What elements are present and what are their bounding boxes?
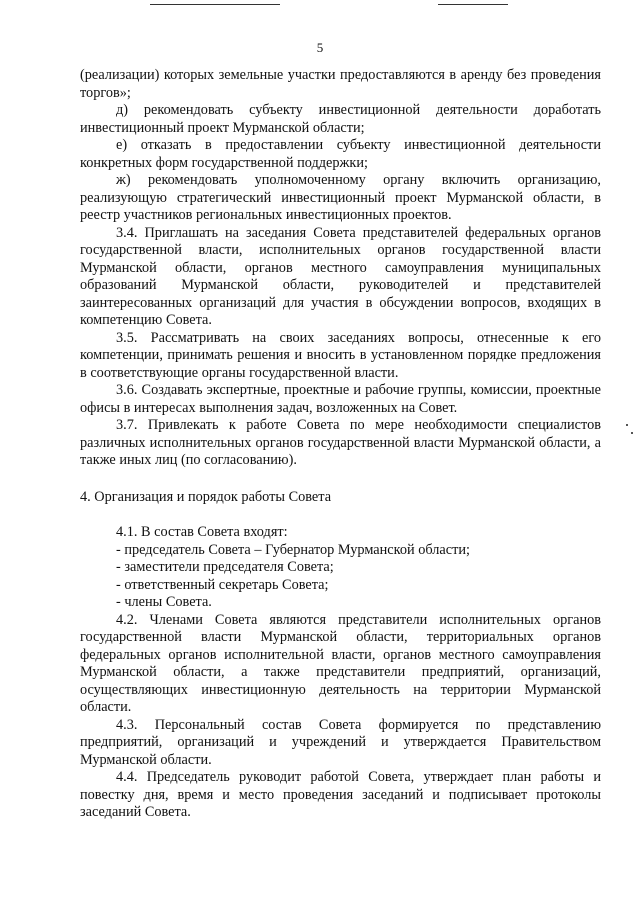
top-edge-line — [438, 4, 508, 5]
list-item: - заместители председателя Совета; — [116, 559, 334, 575]
paragraph-4-2: 4.2. Членами Совета являются представители исполнительных органов государственной власти Мурманской области, территориальных органов федеральных органов исполнительной власти, органов местного самоуправления Мурманской области, а также представители предприятий, организаций, осуществляющих инвестиционную деятельность на территории Мурманской области. — [80, 611, 601, 715]
top-edge-line — [150, 4, 280, 5]
paragraph-3-6: 3.6. Создавать экспертные, проектные и рабочие группы, комиссии, проектные офисы в интересах выполнения задач, возложенных на Совет. — [80, 382, 601, 416]
paragraph-item-e: е) отказать в предоставлении субъекту инвестиционной деятельности конкретных форм государственной поддержки; — [80, 137, 601, 171]
page-number: 5 — [316, 40, 324, 55]
section-heading: 4. Организация и порядок работы Совета — [80, 488, 332, 505]
paragraph-3-5: 3.5. Рассматривать на своих заседаниях вопросы, отнесенные к его компетенции, принимать решения и вносить в установленном порядке предложения в соответствующие органы государственной власти. — [80, 329, 601, 381]
scan-speck — [631, 432, 633, 434]
paragraph-continuation: (реализации) которых земельные участки предоставляются в аренду без проведения торгов»; — [80, 67, 601, 101]
list-item: - члены Совета. — [116, 594, 212, 610]
paragraph-4-4: 4.4. Председатель руководит работой Совета, утверждает план работы и повестку дня, время и место проведения заседаний и подписывает протоколы заседаний Совета. — [80, 769, 601, 820]
document-body — [80, 67, 601, 822]
paragraph-4-1: 4.1. В состав Совета входят: — [116, 524, 288, 540]
list-item: - председатель Совета – Губернатор Мурманской области; — [116, 541, 470, 558]
paragraph-4-3: 4.3. Персональный состав Совета формируется по представлению предприятий, организаций и учреждений и утверждается Правительством Мурманской области. — [80, 716, 601, 768]
paragraph-3-7: 3.7. Привлекать к работе Совета по мере необходимости специалистов различных исполнительных органов государственной власти Мурманской области, а также иных лиц (по согласованию). — [80, 417, 601, 468]
paragraph-3-4: 3.4. Приглашать на заседания Совета представителей федеральных органов государственной власти, исполнительных органов государственной власти Мурманской области, органов местного самоуправления муниципальных образований Мурманской области, руководителей и представителей заинтересованных организаций для участия в обсуждении вопросов, входящих в компетенцию Совета. — [80, 224, 601, 328]
paragraph-item-d: д) рекомендовать субъекту инвестиционной деятельности доработать инвестиционный проект Мурманской области; — [80, 102, 601, 136]
list-item: - ответственный секретарь Совета; — [116, 576, 329, 593]
scan-speck — [626, 424, 628, 426]
paragraph-item-zh: ж) рекомендовать уполномоченному органу включить организацию, реализующую стратегический инвестиционный проект Мурманской области, в реестр участников региональных инвестиционных проектов. — [80, 172, 601, 223]
